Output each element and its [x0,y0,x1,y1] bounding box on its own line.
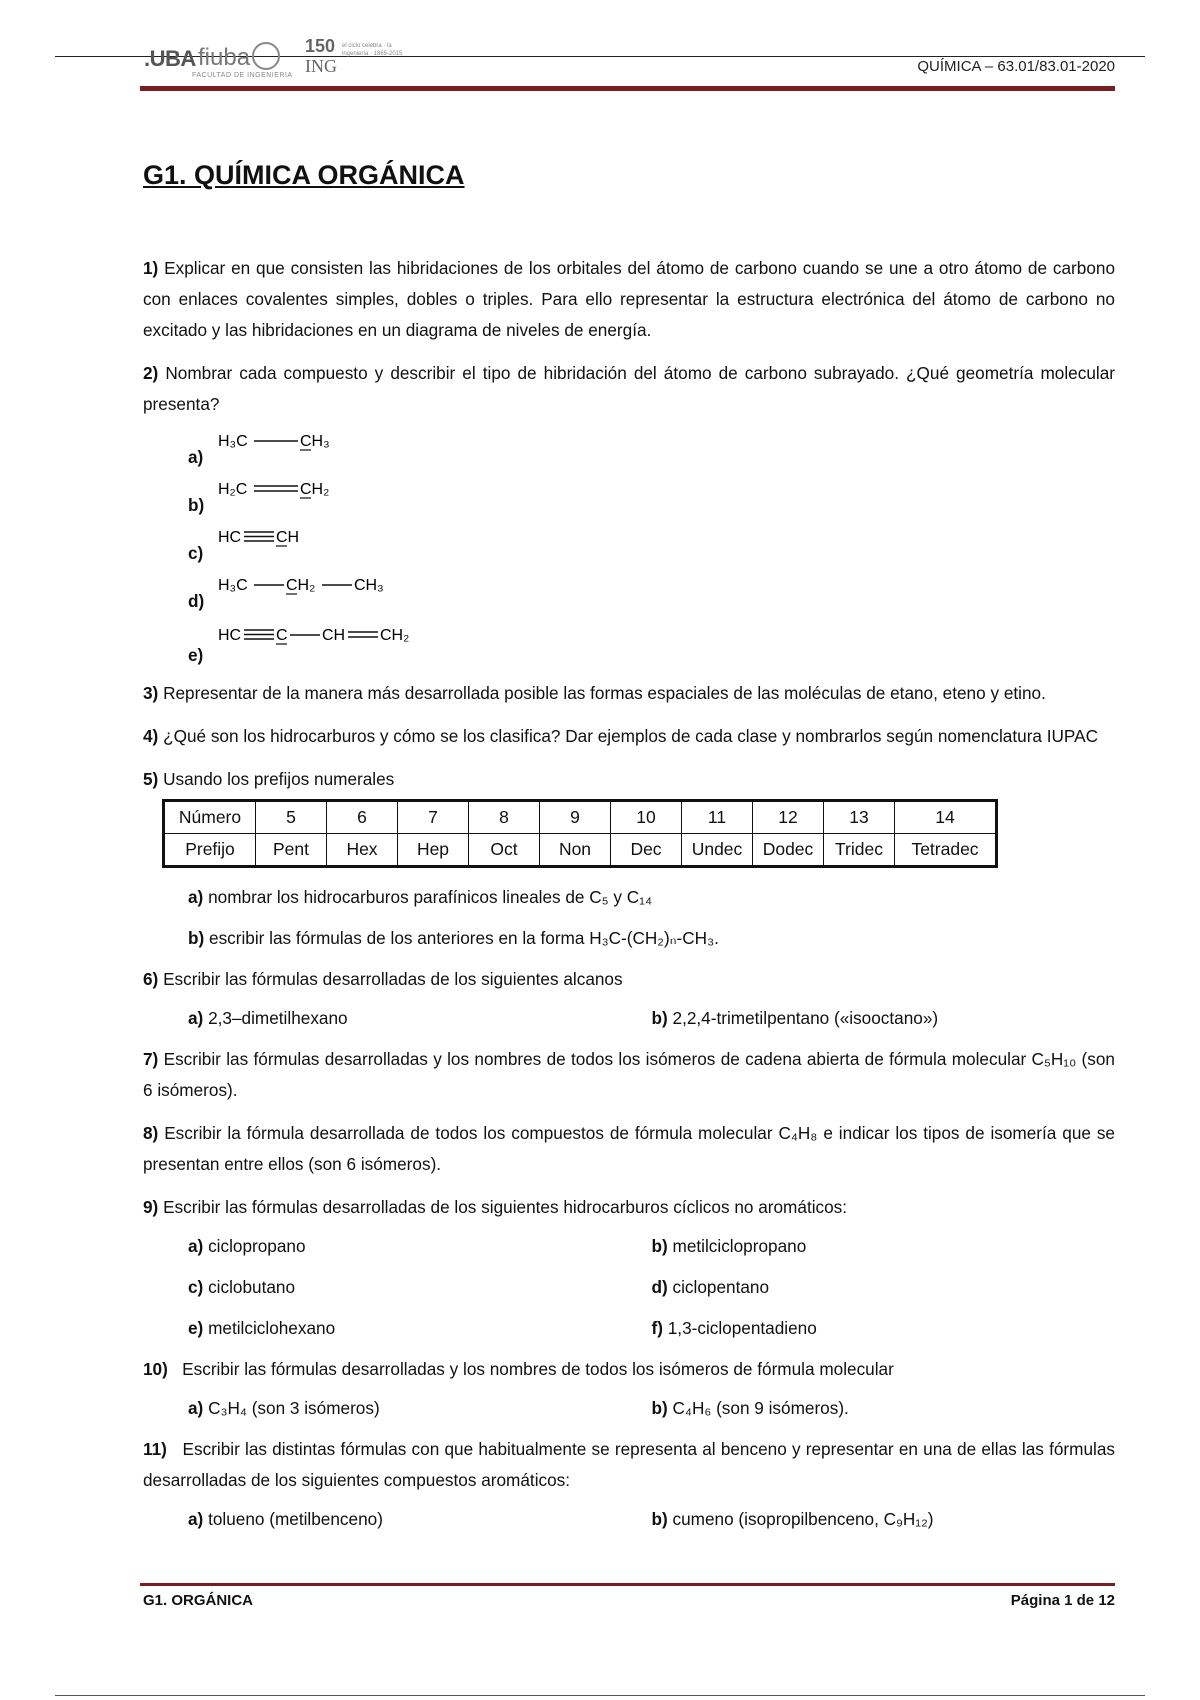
formula-text-ch2: CH₂ [380,627,410,644]
item-label: a) [188,1398,204,1418]
formula-text-ch: CH [276,529,300,546]
formula-text-ch: CH [322,627,346,644]
uba-logo: .UBA [144,46,196,71]
table-cell: 14 [895,801,997,834]
exercise-number: 1) [143,258,159,278]
formula-text-hc: HC [218,529,242,546]
exercise-number: 9) [143,1197,159,1217]
table-cell: Oct [469,834,540,867]
university-seal-icon [252,42,280,70]
exercise-3 [143,678,1115,709]
item-text: tolueno (metilbenceno) [208,1509,383,1529]
item-label: b) [651,1509,668,1529]
propane-formula [216,574,456,614]
vinylacetylene-formula [216,622,476,662]
formula-text-ch2: CH₂ [300,481,330,498]
list-item [188,1003,652,1034]
list-item [652,1393,1116,1424]
structural-formulas [188,430,1115,670]
item-label: a) [188,887,204,907]
list-item [188,1272,652,1303]
exercise-number: 6) [143,969,159,989]
exercise-11-items [188,1504,1115,1535]
item-text: C₄H₆ (son 9 isómeros). [672,1398,849,1418]
exercise-9-items [188,1231,1115,1262]
exercise-6-items [188,1003,1115,1034]
bottom-rule [55,1695,1145,1696]
page-number: Página 1 de 12 [1010,1592,1115,1609]
header-bar [140,86,1115,91]
exercise-10-items [188,1393,1115,1424]
table-cell: Tetradec [895,834,997,867]
formula-text-ch2: CH₂ [286,577,316,594]
item-text: 2,3–dimetilhexano [208,1008,348,1028]
exercise-text: Escribir las fórmulas desarrolladas de los siguientes alcanos [163,969,623,989]
table-cell: 8 [469,801,540,834]
exercise-9 [143,1192,1115,1223]
anniversary-number: 150 [305,36,336,56]
item-label: a) [188,1509,204,1529]
item-label: a) [188,1236,204,1256]
anniversary-tagline: el ciclo celebra · la ingeniería · 1865-2015 [342,43,403,57]
exercise-number: 10) [143,1359,168,1379]
item-text: ciclopentano [672,1277,770,1297]
item-label: e) [188,1318,204,1338]
list-item [652,1313,1116,1344]
list-item [652,1003,1116,1034]
exercise-number: 11) [143,1439,167,1459]
table-header-cell: Número [164,801,256,834]
course-code: QUÍMICA – 63.01/83.01-2020 [917,58,1115,75]
exercise-text: Escribir las distintas fórmulas con que habitualmente se representa al benceno y representar en una de ellas las fórmulas desarrolladas de los siguientes compuestos aromáticos: [143,1439,1115,1490]
prefix-table [162,799,998,868]
table-cell: Non [540,834,611,867]
item-label: d) [651,1277,668,1297]
item-label: a) [188,1008,204,1028]
table-cell: 9 [540,801,611,834]
formula-d [188,574,668,622]
exercise-5a [188,882,1115,913]
table-cell: Dec [611,834,682,867]
list-item [188,1504,652,1535]
exercise-number: 8) [143,1123,159,1143]
table-cell: 13 [824,801,895,834]
ethene-formula [216,478,416,518]
formula-b [188,478,668,526]
exercise-number: 7) [143,1049,159,1069]
exercise-text: Escribir las fórmulas desarrolladas de los siguientes hidrocarburos cíclicos no aromáticos: [163,1197,848,1217]
formula-label: b) [188,495,205,515]
page-title: G1. QUÍMICA ORGÁNICA [143,160,465,190]
exercise-10 [143,1354,1115,1385]
formula-label: d) [188,591,205,611]
exercise-6 [143,964,1115,995]
exercise-5b [188,923,1115,954]
table-cell: Pent [256,834,327,867]
footer-section-name: G1. ORGÁNICA [143,1592,254,1609]
list-item [652,1272,1116,1303]
formula-text-h3c: H₃C [218,433,248,450]
exercise-11 [143,1434,1115,1496]
item-text: escribir las fórmulas de los anteriores en la forma H₃C-(CH₂)ₙ-CH₃. [209,928,719,948]
formula-c [188,526,668,574]
exercise-text: Explicar en que consisten las hibridaciones de los orbitales del átomo de carbono cuando se une a otro átomo de carbono con enlaces covalentes simples, dobles o triples. Para ello representar la estructura electrónica del átomo de carbono no excitado y las hibridaciones en un diagrama de niveles de energía. [143,258,1116,340]
exercise-number: 5) [143,769,159,789]
list-item [188,1231,652,1262]
item-label: c) [188,1277,204,1297]
table-cell: 7 [398,801,469,834]
exercise-9-items [188,1272,1115,1303]
exercise-7 [143,1044,1115,1106]
item-text: 1,3-ciclopentadieno [667,1318,817,1338]
table-cell: 12 [753,801,824,834]
item-text: C₃H₄ (son 3 isómeros) [208,1398,380,1418]
exercise-text: Representar de la manera más desarrollada posible las formas espaciales de las moléculas de etano, eteno y etino. [163,683,1046,703]
exercise-9-items [188,1313,1115,1344]
formula-e [188,622,668,670]
table-cell: Hex [327,834,398,867]
table-cell: 6 [327,801,398,834]
exercise-number: 3) [143,683,159,703]
table-cell: Undec [682,834,753,867]
formula-text-h2c: H₂C [218,481,248,498]
exercise-text: Escribir la fórmula desarrollada de todos los compuestos de fórmula molecular C₄H₈ e indicar los tipos de isomería que se presentan entre ellos (son 6 isómeros). [143,1123,1115,1174]
exercise-4 [143,721,1115,752]
formula-text-ch3: CH₃ [354,577,384,594]
exercise-text: ¿Qué son los hidrocarburos y cómo se los clasifica? Dar ejemplos de cada clase y nombrarlos según nomenclatura IUPAC [163,726,1098,746]
exercise-8 [143,1118,1115,1180]
item-label: b) [651,1008,668,1028]
table-row [164,801,997,834]
formula-label: e) [188,645,204,665]
list-item [188,1393,652,1424]
table-cell: Tridec [824,834,895,867]
table-header-cell: Prefijo [164,834,256,867]
formula-label: a) [188,447,204,467]
exercise-number: 2) [143,363,159,383]
item-text: ciclobutano [208,1277,296,1297]
item-text: metilciclohexano [208,1318,336,1338]
fiuba-logo: fiuba [198,44,251,71]
exercise-text: Escribir las fórmulas desarrolladas y los nombres de todos los isómeros de cadena abierta de fórmula molecular C₅H₁₀ (son 6 isómeros). [143,1049,1115,1100]
item-label: b) [651,1236,668,1256]
table-cell: 5 [256,801,327,834]
table-cell: 11 [682,801,753,834]
item-text: metilciclopropano [672,1236,807,1256]
ethyne-formula [216,526,416,566]
item-text: 2,2,4-trimetilpentano («isooctano») [672,1008,939,1028]
formula-text-hc: HC [218,627,242,644]
formula-label: c) [188,543,204,563]
exercise-number: 4) [143,726,159,746]
formula-text-h3c: H₃C [218,577,248,594]
list-item [652,1231,1116,1262]
item-label: f) [651,1318,663,1338]
ethane-formula [216,430,416,470]
table-cell: 10 [611,801,682,834]
formula-a [188,430,668,478]
exercise-1 [143,253,1115,346]
exercise-list [143,253,1115,1545]
exercise-text: Nombrar cada compuesto y describir el tipo de hibridación del átomo de carbono subrayado. ¿Qué geometría molecular presenta? [143,363,1115,414]
exercise-5 [143,764,1115,795]
item-label: b) [651,1398,668,1418]
anniversary-ing: ING [305,56,337,76]
exercise-2 [143,358,1115,420]
list-item [188,1313,652,1344]
item-label: b) [188,928,205,948]
table-cell: Hep [398,834,469,867]
footer-bar [140,1583,1115,1586]
table-row [164,834,997,867]
item-text: ciclopropano [208,1236,306,1256]
formula-text-c: C [276,627,288,644]
item-text: nombrar los hidrocarburos parafínicos lineales de C₅ y C₁₄ [208,887,652,907]
item-text: cumeno (isopropilbenceno, C₉H₁₂) [672,1509,934,1529]
table-cell: Dodec [753,834,824,867]
exercise-text: Escribir las fórmulas desarrolladas y los nombres de todos los isómeros de fórmula molecular [182,1359,894,1379]
list-item [652,1504,1116,1535]
exercise-text: Usando los prefijos numerales [163,769,395,789]
formula-text-ch3: CH₃ [300,433,330,450]
faculty-caption: FACULTAD DE INGENIERIA [192,72,293,79]
